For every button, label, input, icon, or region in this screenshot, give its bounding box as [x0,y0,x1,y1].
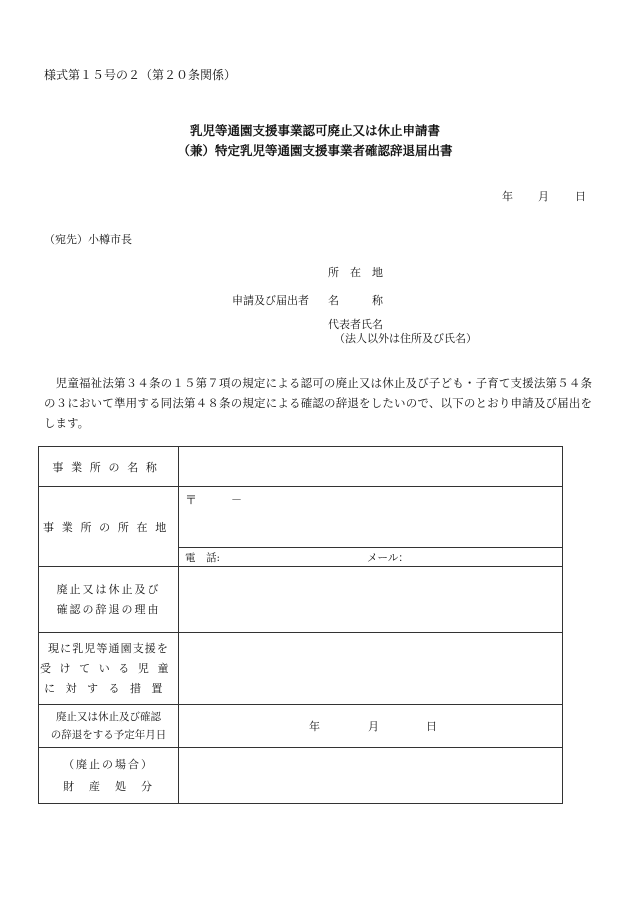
form-title: 乳児等通園支援事業認可廃止又は休止申請書 [189,123,440,138]
property-field[interactable] [179,748,563,804]
business-name-field[interactable] [179,447,563,487]
planned-date-field[interactable] [179,705,563,748]
addressee: （宛先）小樽市長 [44,233,132,246]
form-number: 様式第１５号の２（第２０条関係） [44,68,237,82]
representative-note: （法人以外は住所及び氏名） [334,332,477,345]
body-text: 児童福祉法第３４条の１５第７項の規定による認可の廃止又は休止及び子ども・子育て支援法第５４条の３において準用する同法第４８条の規定による確認の辞退をしたいので、以下のとおり申請及び届出をします。 [44,376,592,430]
business-address-field[interactable] [179,487,563,548]
postal-dash: － [231,493,242,506]
measures-field[interactable] [179,633,563,705]
reason-label: 廃止又は休止及び 確認の辞退の理由 [39,567,179,633]
planned-year-label: 年 [309,720,320,733]
applicant-role-label: 申請及び届出者 [232,294,309,307]
business-address-label: 事業所の所在地 [39,487,179,567]
representative-name-label: 代表者氏名 [328,318,383,331]
phone-label: 電 話: [185,552,221,564]
applicant-name-label: 名 称 [328,294,383,307]
table-row [39,487,563,548]
planned-date-label: 廃止又は休止及び確認 の辞退をする予定年月日 [39,705,179,748]
email-label: メール： [367,552,409,564]
contact-field[interactable] [179,548,563,567]
table-row [39,748,563,804]
form-subtitle: （兼）特定乳児等通園支援事業者確認辞退届出書 [177,143,453,158]
planned-day-label: 日 [426,720,437,733]
planned-month-label: 月 [368,720,379,733]
table-row [39,447,563,487]
business-name-label: 事業所の名称 [39,447,179,487]
postal-mark: 〒 [185,493,198,507]
date-month-label: 月 [538,190,549,203]
date-day-label: 日 [575,190,586,203]
property-label: （廃止の場合） 財 産 処 分 [39,748,179,804]
reason-field[interactable] [179,567,563,633]
table-row [39,705,563,748]
measures-label: 現に乳児等通園支援を 受けている児童 に対する措置 [39,633,179,705]
date-year-label: 年 [502,190,513,203]
table-row [39,633,563,705]
application-table [38,446,563,804]
applicant-address-label: 所 在 地 [328,266,383,279]
table-row [39,567,563,633]
